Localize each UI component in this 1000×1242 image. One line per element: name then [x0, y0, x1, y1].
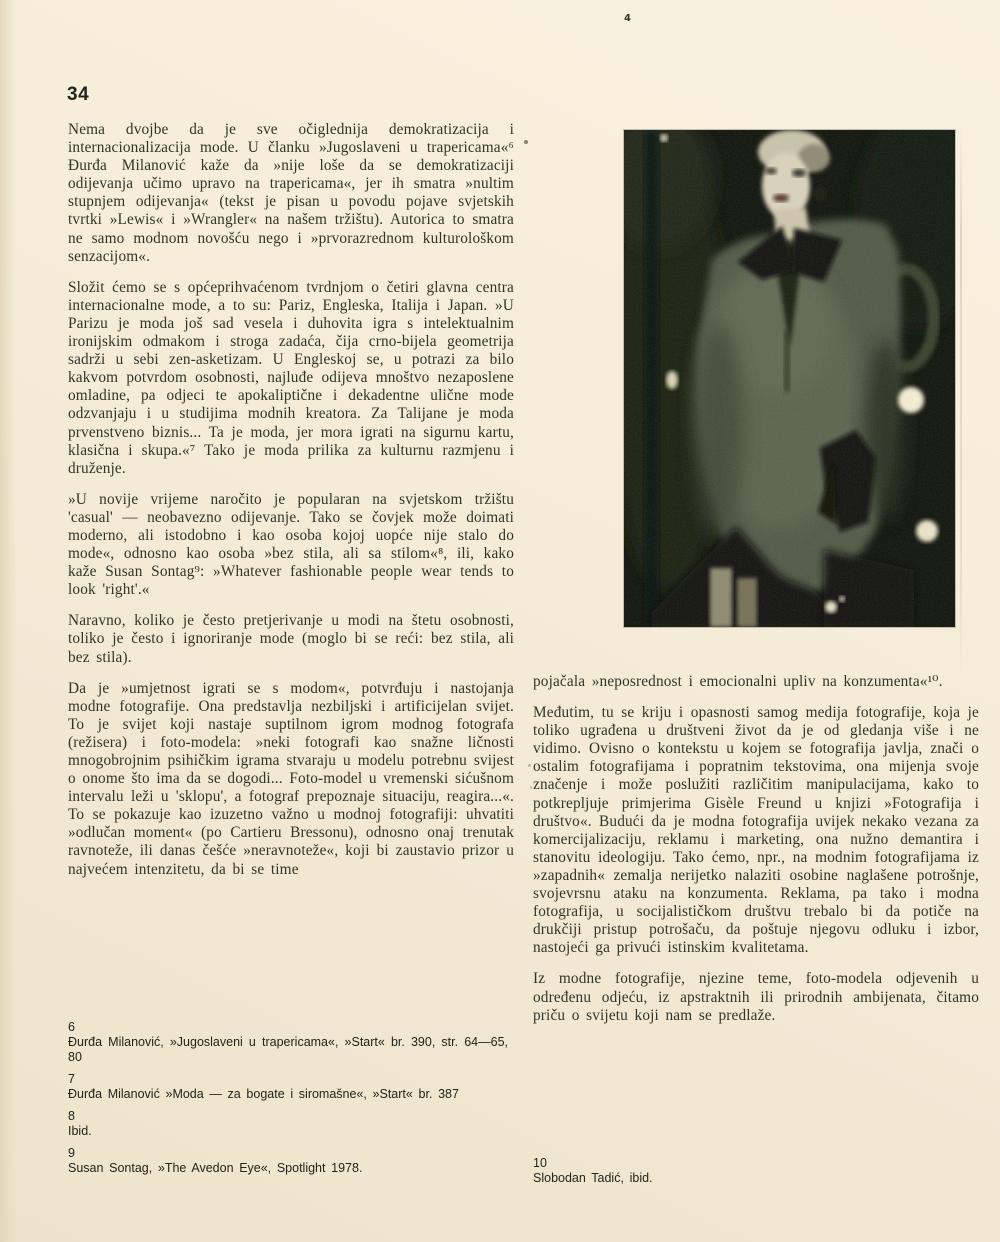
paragraph: pojačala »neposrednost i emocionalni upliv na konzumenta«¹⁰. — [533, 673, 943, 690]
paragraph: Složit ćemo se s općeprihvaćenom tvrdnjom o četiri glavna centra internacionalne mode, a to su: Pariz, Engleska, Italija i Japan. »U Parizu je moda još sad vesela i duhovita igra s intelektualnim ironijskim odmakom i stroga zadaća, čija crno-bijela geometrija sadrži u sebi zen-asketizam. U Engleskoj se, u potrazi za bilo kakvom potvrdom osobnosti, najluđe odijeva mnoštvo nezaposlene omladine, pa odjeci te apokaliptične i dekadentne ulične mode odzvanjaju i u studijima modnih kreatora. Za Talijane je moda prvenstveno biznis... Ta je moda, jer mora igrati na sigurnu kartu, klasična i skupa.«⁷ Tako je moda prilika za kulturnu razmjenu i druženje. — [68, 278, 514, 477]
page-crease — [960, 120, 962, 680]
paragraph: Naravno, koliko je često pretjerivanje u modi na štetu osobnosti, toliko je često i ignoriranje mode (moglo bi se reći: bez stila, ali bez stila). — [68, 612, 514, 666]
left-text-column — [68, 121, 514, 879]
paragraph: Iz modne fotografije, njezine teme, foto-modela odjevenih u određenu odjeću, iz apstraktnih ili prirodnih ambijenata, čitamo priču o svijetu koji nam se predlaže. — [533, 970, 979, 1024]
footnote-number: 7 — [68, 1072, 75, 1086]
footnote-6 — [68, 1020, 508, 1065]
scan-dust-speck — [524, 140, 528, 144]
fashion-model-photo-image — [624, 130, 955, 627]
right-text-column — [533, 673, 979, 1025]
footnote-number: 6 — [68, 1020, 75, 1034]
footnote-number: 10 — [533, 1156, 547, 1170]
footnote-text: Slobodan Tadić, ibid. — [533, 1171, 653, 1185]
scan-dust-speck — [530, 786, 532, 789]
paragraph: Međutim, tu se kriju i opasnosti samog medija fotografije, koja je toliko ugrađena u društveni život da je od gledanja više i ne vidimo. Ovisno o kontekstu u kojem se fotografija javlja, znači o ostalim fotografijama i popratnim tekstovima, ona mijenja svoje značenje i može poslužiti različitim manipulacijama, kako to potkrepljuje primjerima Gisèle Freund u knjizi »Fotografija i društvo«. Budući da je modna fotografija uvijek nekako vezana za komercijalizaciju, reklamu i marketing, ona nužno demantira i stanovitu ideologiju. Tako ćemo, npr., na modnim fotografijama iz »zapadnih« zemalja nerijetko nalaziti osobine naglašene potrošnje, svojevrsnu ataku na konzumenta. Reklama, pa tako i modna fotografija, u socijalističkom društvu trebalo bi da potiče na drukčiji pristup potrošaču, da poštuje njegovu odluku i izbor, nastojeći ga privući istinskim kvalitetama. — [533, 704, 979, 957]
paragraph: Nema dvojbe da je sve očiglednija demokratizacija i internacionalizacija mode. U članku »Jugoslaveni u trapericama«⁶ Đurđa Milanović kaže da »nije loše da se demokratizaciji odijevanja učimo upravo na trapericama«, jer ih smatra »nultim stupnjem odijevanja« (tekst je pisan u povodu pojave svjetskih tvrtki »Lewis« i »Wrangler« na našem tržištu). Autorica to smatra ne samo modnom novošću nego i »prvorazrednom kulturološkom senzacijom«. — [68, 121, 514, 265]
footnote-7 — [68, 1072, 508, 1102]
footnote-text: Đurđa Milanović, »Jugoslaveni u trapericama«, »Start« br. 390, str. 64—65, 80 — [68, 1035, 508, 1064]
page-number: 34 — [67, 84, 90, 105]
footnote-text: Đurđa Milanović »Moda — za bogate i siromašne«, »Start« br. 387 — [68, 1087, 459, 1101]
scan-dust-speck — [528, 764, 531, 767]
paragraph: Da je »umjetnost igrati se s modom«, potvrđuju i nastojanja modne fotografije. Ona predstavlja nezbiljski i artificijelan svijet. To je svijet koji nastaje suptilnom igrom modnog fotografa (režisera) i foto-modela: »neki fotografi kao snažne ličnosti mnogobrojnim psihičkim igrama stvaraju u modelu potrebnu svijest o onome što ima da se dogodi... Foto-model u vremenski sićušnom intervalu leži u 'sklopu', a fotograf prepoznaje situaciju, reagira...«. To se pokazuje kao izuzetno važno u modnoj fotografiji: uhvatiti »odlučan moment« (po Cartieru Bressonu), odnosno onaj trenutak ravnoteže, ili danas češće »neravnoteže«, koji bi zaustavio prizor u najvećem intenzitetu, da bi se time — [68, 679, 514, 878]
photo-grain-overlay — [624, 130, 955, 627]
footnote-text: Susan Sontag, »The Avedon Eye«, Spotlight 1978. — [68, 1161, 363, 1175]
page-left-edge-shading — [0, 0, 16, 1242]
footnote-10 — [533, 1156, 979, 1186]
footnote-number: 9 — [68, 1146, 75, 1160]
paragraph: »U novije vrijeme naročito je popularan na svjetskom tržištu 'casual' — neobavezno odijevanje. Tako se čovjek može doimati moderno, ali istodobno i kao osoba kojoj uopće nije stalo do mode«, odnosno kao osoba »bez stila, ali sa stilom«⁸, ili, kako kaže Susan Sontag⁹: »Whatever fashionable people wear tends to look 'right'.« — [68, 490, 514, 599]
footnote-8 — [68, 1109, 508, 1139]
footnotes-right — [533, 1156, 979, 1193]
fashion-model-photo — [624, 130, 955, 627]
footnote-text: Ibid. — [68, 1124, 92, 1138]
print-registration-mark: 4 — [624, 13, 631, 24]
footnote-9 — [68, 1146, 508, 1176]
footnotes-left — [68, 1020, 508, 1183]
footnote-number: 8 — [68, 1109, 75, 1123]
